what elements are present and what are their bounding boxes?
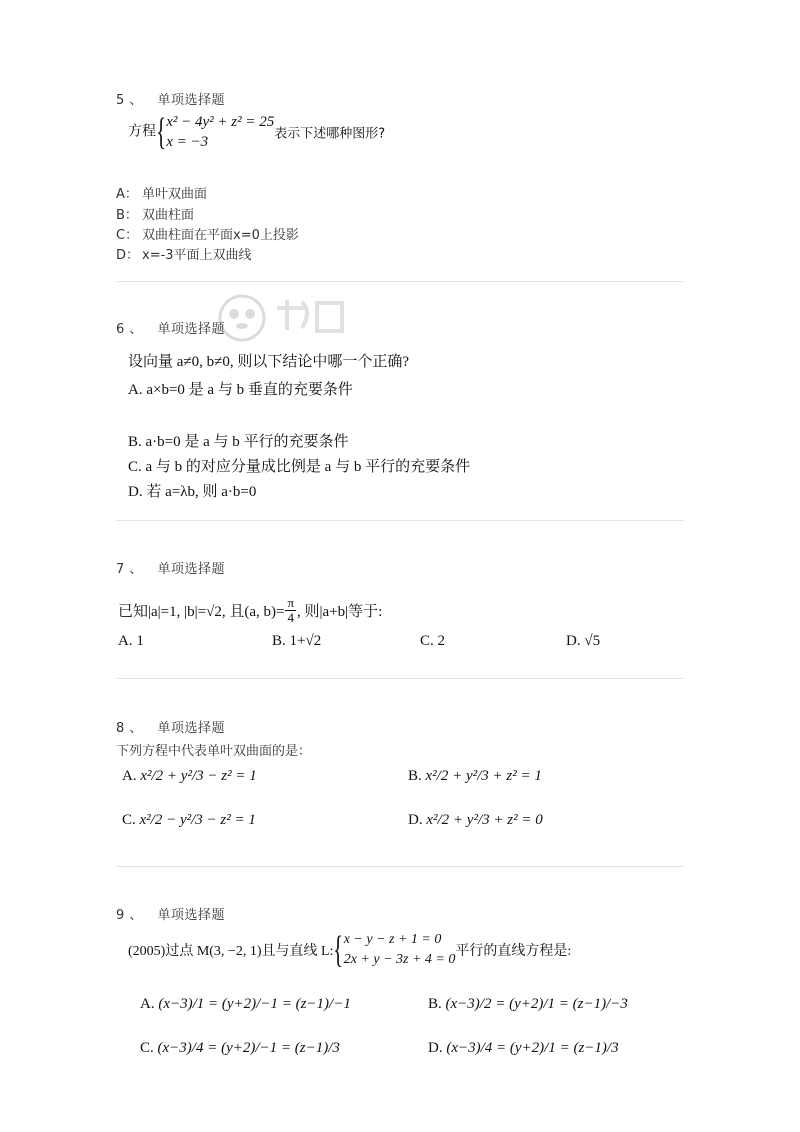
option-text: (x−3)/1 = (y+2)/−1 = (z−1)/−1 <box>158 996 351 1012</box>
question-number: 5 、 <box>116 93 143 108</box>
option-label: A： <box>116 187 138 202</box>
divider <box>116 520 684 521</box>
option-b[interactable] <box>428 996 628 1013</box>
option-label: D. <box>566 633 581 649</box>
brace-symbol: { <box>333 929 344 971</box>
option-text: 1+√2 <box>289 633 322 649</box>
question-type: 单项选择题 <box>157 93 226 108</box>
option-text: x²/2 + y²/3 + z² = 0 <box>426 812 543 828</box>
option-text: a 与 b 的对应分量成比例是 a 与 b 平行的充要条件 <box>145 459 471 475</box>
option-c[interactable] <box>116 224 299 243</box>
option-label: B： <box>116 208 138 223</box>
option-text: 1 <box>136 633 144 649</box>
option-text: 2 <box>437 633 446 649</box>
fraction-denominator: 4 <box>287 610 294 625</box>
option-text: a·b=0 是 a 与 b 平行的充要条件 <box>145 434 349 450</box>
fraction <box>285 596 296 625</box>
stem-left: 已知|a|=1, |b|=√2, 且(a, b)= <box>118 604 285 620</box>
equation-system <box>166 112 274 152</box>
option-label: C. <box>420 633 434 649</box>
option-text: 单叶双曲面 <box>142 187 208 202</box>
question-number: 7 、 <box>116 562 143 577</box>
question-8-stem: 下列方程中代表单叶双曲面的是： <box>116 744 312 759</box>
option-label: C： <box>116 228 139 243</box>
question-7-header <box>116 558 225 577</box>
question-7-stem <box>118 596 382 625</box>
option-text: (x−3)/4 = (y+2)/1 = (z−1)/3 <box>446 1040 619 1056</box>
divider <box>116 678 684 679</box>
option-d[interactable] <box>408 812 543 829</box>
option-label: C. <box>128 459 142 475</box>
option-b[interactable] <box>116 204 194 223</box>
option-text: 双曲柱面 <box>142 208 195 223</box>
option-c[interactable] <box>140 1040 340 1057</box>
stem-right: , 则|a+b|等于: <box>297 604 383 620</box>
question-number: 8 、 <box>116 721 143 736</box>
option-d[interactable] <box>428 1040 619 1057</box>
option-label: B. <box>272 633 286 649</box>
option-text: x²/2 + y²/3 − z² = 1 <box>140 768 257 784</box>
option-c[interactable] <box>122 812 256 829</box>
divider <box>116 866 684 867</box>
option-a[interactable] <box>122 768 257 785</box>
stem-suffix: 表示下述哪种图形? <box>274 126 386 142</box>
option-a[interactable] <box>116 183 207 202</box>
question-9-stem <box>128 930 571 970</box>
option-a[interactable] <box>118 633 144 650</box>
stem-suffix: 平行的直线方程是: <box>455 944 572 959</box>
option-b[interactable] <box>272 633 321 650</box>
option-label: D. <box>408 812 423 828</box>
panda-watermark-logo <box>212 288 372 348</box>
equation-2: 2x + y − 3z + 4 = 0 <box>343 952 456 967</box>
option-d[interactable] <box>128 480 256 501</box>
question-number: 6 、 <box>116 322 143 337</box>
option-text: x=-3平面上双曲线 <box>142 248 252 263</box>
option-label: A. <box>118 633 133 649</box>
fraction-numerator: π <box>287 595 295 610</box>
option-label: D： <box>116 248 140 263</box>
option-text: (x−3)/2 = (y+2)/1 = (z−1)/−3 <box>445 996 628 1012</box>
equation-1: x − y − z + 1 = 0 <box>343 932 442 947</box>
option-text: √5 <box>584 633 601 649</box>
option-d[interactable] <box>116 244 252 263</box>
divider <box>116 281 684 282</box>
question-9-header <box>116 904 225 923</box>
question-5-stem <box>128 112 385 152</box>
equation-2: x = −3 <box>166 134 209 150</box>
option-b[interactable] <box>128 430 349 451</box>
brace-symbol: { <box>156 111 167 153</box>
option-text: (x−3)/4 = (y+2)/−1 = (z−1)/3 <box>157 1040 340 1056</box>
stem-prefix: 方程 <box>128 123 156 140</box>
question-6-header <box>116 318 225 337</box>
question-type: 单项选择题 <box>157 322 226 337</box>
option-text: x²/2 + y²/3 + z² = 1 <box>425 768 542 784</box>
option-label: B. <box>128 434 142 450</box>
equation-1: x² − 4y² + z² = 25 <box>166 114 275 130</box>
option-b[interactable] <box>408 768 542 785</box>
question-6-stem: 设向量 a≠0, b≠0, 则以下结论中哪一个正确? <box>128 354 410 370</box>
option-text: 双曲柱面在平面x=0上投影 <box>142 228 299 243</box>
option-label: B. <box>408 768 422 784</box>
question-number: 9 、 <box>116 908 143 923</box>
option-c[interactable] <box>128 455 470 476</box>
option-a[interactable] <box>140 996 351 1013</box>
question-type: 单项选择题 <box>157 721 226 736</box>
option-label: A. <box>140 996 155 1012</box>
option-a[interactable] <box>128 378 353 399</box>
option-label: B. <box>428 996 442 1012</box>
option-label: A. <box>128 382 143 398</box>
question-5-header <box>116 89 225 108</box>
option-label: C. <box>122 812 136 828</box>
option-label: D. <box>428 1040 443 1056</box>
option-label: A. <box>122 768 137 784</box>
question-8-header <box>116 717 225 736</box>
question-type: 单项选择题 <box>157 562 226 577</box>
option-label: C. <box>140 1040 154 1056</box>
option-text: x²/2 − y²/3 − z² = 1 <box>139 812 256 828</box>
option-d[interactable] <box>566 633 600 650</box>
equation-system <box>344 930 456 970</box>
option-text: 若 a=λb, 则 a·b=0 <box>146 484 257 500</box>
question-type: 单项选择题 <box>157 908 226 923</box>
option-label: D. <box>128 484 143 500</box>
stem-prefix: (2005)过点 M(3, −2, 1)且与直线 L: <box>128 944 334 959</box>
option-text: a×b=0 是 a 与 b 垂直的充要条件 <box>146 382 353 398</box>
option-c[interactable] <box>420 633 445 650</box>
